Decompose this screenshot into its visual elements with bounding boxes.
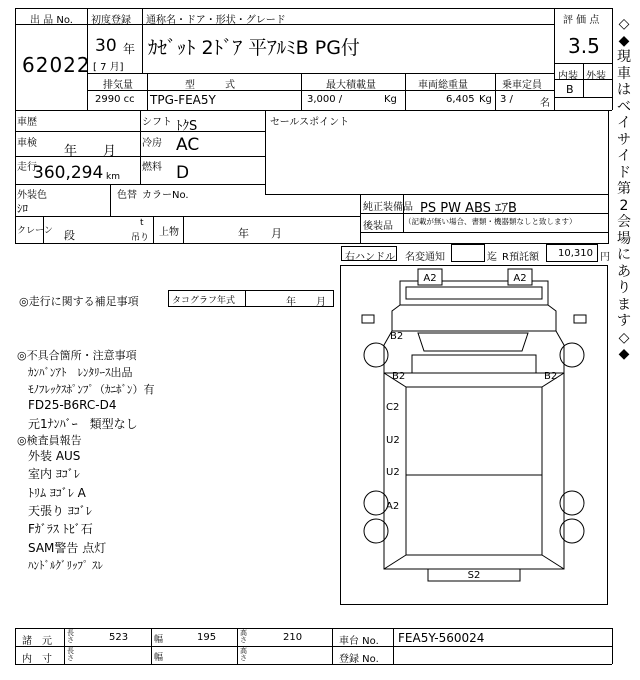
notice-char: 2 (619, 197, 629, 214)
damage-mark: C2 (386, 402, 400, 413)
specs-label: 諸 元 (22, 636, 52, 647)
notice-char: イ (617, 148, 631, 164)
diamond-outline-icon: ◇ (618, 329, 630, 346)
interior-dims-label: 内 寸 (22, 654, 52, 665)
displacement-label: 排気量 (103, 80, 133, 91)
diamond-outline-icon: ◇ (618, 16, 630, 32)
inspector-line: 室内 ﾖｺﾞﾚ (28, 467, 80, 481)
lot-number: 62022 (22, 53, 91, 77)
history-label: 車歴 (17, 117, 37, 128)
inspector-line: 天張り ﾖｺﾞﾚ (28, 504, 92, 518)
inspector-line: ﾄﾘﾑ ﾖｺﾞﾚ A (28, 486, 86, 500)
capacity-unit: 名 (540, 98, 550, 109)
reg-year: 30 (95, 36, 117, 56)
max-load: 3,000 / (307, 94, 343, 105)
ext-color-label: 外装色 (17, 190, 47, 201)
notice-char: 場 (617, 230, 631, 247)
fuel-value: D (176, 163, 190, 183)
ac-value: AC (176, 135, 200, 155)
model-label: 通称名・ドア・形状・グレード (146, 15, 286, 26)
crane-ton: t (140, 218, 144, 228)
crane-hang: 吊り (131, 233, 150, 243)
capacity-label: 乗車定員 (502, 80, 542, 91)
venue-notice (613, 16, 635, 406)
notice-char: 現 (617, 49, 631, 65)
equipment-label: 純正装備品 (363, 202, 413, 213)
inspection-value: 年 月 (64, 144, 117, 159)
model-code-label: 型 式 (185, 80, 235, 91)
notice-char: ド (617, 164, 631, 181)
inspector-label: ◎検査員報告 (17, 434, 82, 447)
model-name: ｶｾﾞｯﾄ 2ﾄﾞｱ 平ｱﾙﾐB PG付 (148, 37, 360, 59)
ext-color: ｼﾛ (17, 202, 28, 215)
height-label: 高さ (240, 629, 247, 644)
upper-value: 年 月 (238, 227, 282, 240)
shift-label: シフト (142, 117, 172, 128)
retrofit-label: 後装品 (363, 221, 393, 232)
inspector-line: Fｶﾞﾗｽ ﾄﾋﾞ石 (28, 522, 93, 536)
score-value: 3.5 (568, 34, 600, 58)
defect-line: 元1ﾅﾝﾊﾞｰ 類型なし (28, 417, 138, 431)
tachograph-label: タコグラフ年式 (172, 296, 236, 306)
damage-mark: A2 (386, 501, 400, 512)
model-code: TPG-FEA5Y (150, 93, 216, 107)
reg-month: [ 7 月] (93, 62, 124, 73)
damage-mark: A2 (423, 273, 437, 284)
damage-mark: U2 (386, 435, 400, 446)
chassis-label: 車台 No. (339, 636, 379, 647)
inspector-line: ﾊﾝﾄﾞﾙｸﾞﾘｯﾌﾟ ｽﾚ (28, 559, 103, 572)
notice-char: 第 (617, 181, 631, 197)
diamond-filled-icon: ◆ (618, 32, 630, 49)
notice-char: す (617, 313, 631, 329)
exterior-grade-label: 外装 (586, 71, 606, 82)
tachograph-value: 年 月 (286, 297, 326, 308)
displacement: 2990 cc (95, 94, 135, 105)
defect-line: FD25-B6RC-D4 (28, 398, 117, 412)
max-load-label: 最大積載量 (326, 80, 376, 91)
inspector-line: SAM警告 点灯 (28, 541, 107, 555)
mileage-unit: km (106, 172, 120, 182)
reg-year-unit: 年 (123, 42, 136, 56)
gross-weight-label: 車両総重量 (418, 80, 468, 91)
notice-char: ベ (617, 98, 631, 115)
width-label: 幅 (154, 635, 164, 645)
in-length-label: 長さ (67, 647, 74, 662)
name-change-label: 名変通知 (405, 252, 445, 263)
diamond-filled-icon: ◆ (618, 346, 630, 362)
notice-char: は (617, 82, 631, 98)
damage-mark: B2 (392, 371, 406, 382)
in-width-label: 幅 (154, 653, 164, 663)
running-notes-label: ◎走行に関する補足事項 (19, 295, 139, 308)
color-no-label: カラーNo. (142, 190, 189, 201)
height-value: 210 (283, 632, 303, 643)
registration-label: 登録 No. (339, 654, 379, 665)
distance-label: 迄 (487, 252, 497, 263)
interior-grade-label: 内装 (558, 71, 578, 82)
gross-weight-unit: Kg (479, 94, 492, 105)
defect-line: ﾓﾉﾌﾚｯｸｽﾎﾟﾝﾌﾟ（ｶﾆﾎﾞﾝ）有 (28, 383, 155, 396)
max-load-unit: Kg (384, 94, 397, 105)
sales-point-label: セールスポイント (270, 117, 350, 128)
notice-char: あ (617, 263, 631, 280)
chassis-value: FEA5Y-560024 (398, 631, 485, 645)
length-label: 長さ (67, 629, 74, 644)
inspector-line: 外装 AUS (28, 449, 81, 463)
lot-label: 出 品 No. (30, 15, 73, 26)
notice-char: サ (617, 131, 631, 148)
defects-label: ◎不具合箇所・注意事項 (17, 349, 137, 362)
notice-char: に (617, 247, 631, 263)
equipment-value: PS PW ABS ｴｱB (420, 201, 517, 216)
length-value: 523 (109, 632, 129, 643)
right-handle-label: 右ハンドル (345, 252, 395, 263)
name-change-box (451, 244, 485, 262)
ac-label: 冷房 (142, 138, 162, 149)
inspection-label: 車検 (17, 138, 37, 149)
capacity: 3 / (500, 94, 513, 105)
first-reg-label: 初度登録 (91, 15, 131, 26)
upper-label: 上物 (159, 227, 179, 238)
notice-char: 会 (617, 214, 631, 230)
damage-mark: B2 (544, 371, 558, 382)
in-height-label: 高さ (240, 647, 247, 662)
damage-mark: S2 (467, 570, 481, 581)
notice-char: 車 (617, 65, 631, 82)
score-label: 評 価 点 (563, 15, 600, 26)
damage-mark: U2 (386, 467, 400, 478)
notice-char: ま (617, 296, 631, 313)
r-deposit-label: R預託額 (502, 252, 539, 263)
gross-weight: 6,405 (446, 94, 475, 105)
r-deposit-value: 10,310 (558, 248, 593, 259)
width-value: 195 (197, 632, 217, 643)
color-change-label: 色替 (117, 190, 137, 201)
mileage-label: 走行 (17, 162, 37, 173)
notice-char: り (617, 280, 631, 296)
crane-label: クレーン (17, 226, 53, 236)
shift-value: ﾄｸS (176, 119, 198, 134)
notice-char: イ (617, 115, 631, 131)
truck-diagram (340, 265, 608, 605)
crane-stage: 段 (64, 229, 75, 242)
damage-mark: A2 (513, 273, 527, 284)
damage-mark: B2 (390, 331, 404, 342)
retrofit-note: （記載が無い場合、書類・機器類なしと致します） (404, 217, 577, 226)
mileage-value: 360,294 (33, 163, 104, 183)
r-deposit-unit: 円 (600, 252, 610, 263)
interior-grade: B (566, 83, 574, 96)
fuel-label: 燃料 (142, 162, 162, 173)
defect-line: ｶﾝﾊﾞﾝｱﾄ ﾚﾝﾀﾘｰｽ出品 (28, 366, 133, 379)
